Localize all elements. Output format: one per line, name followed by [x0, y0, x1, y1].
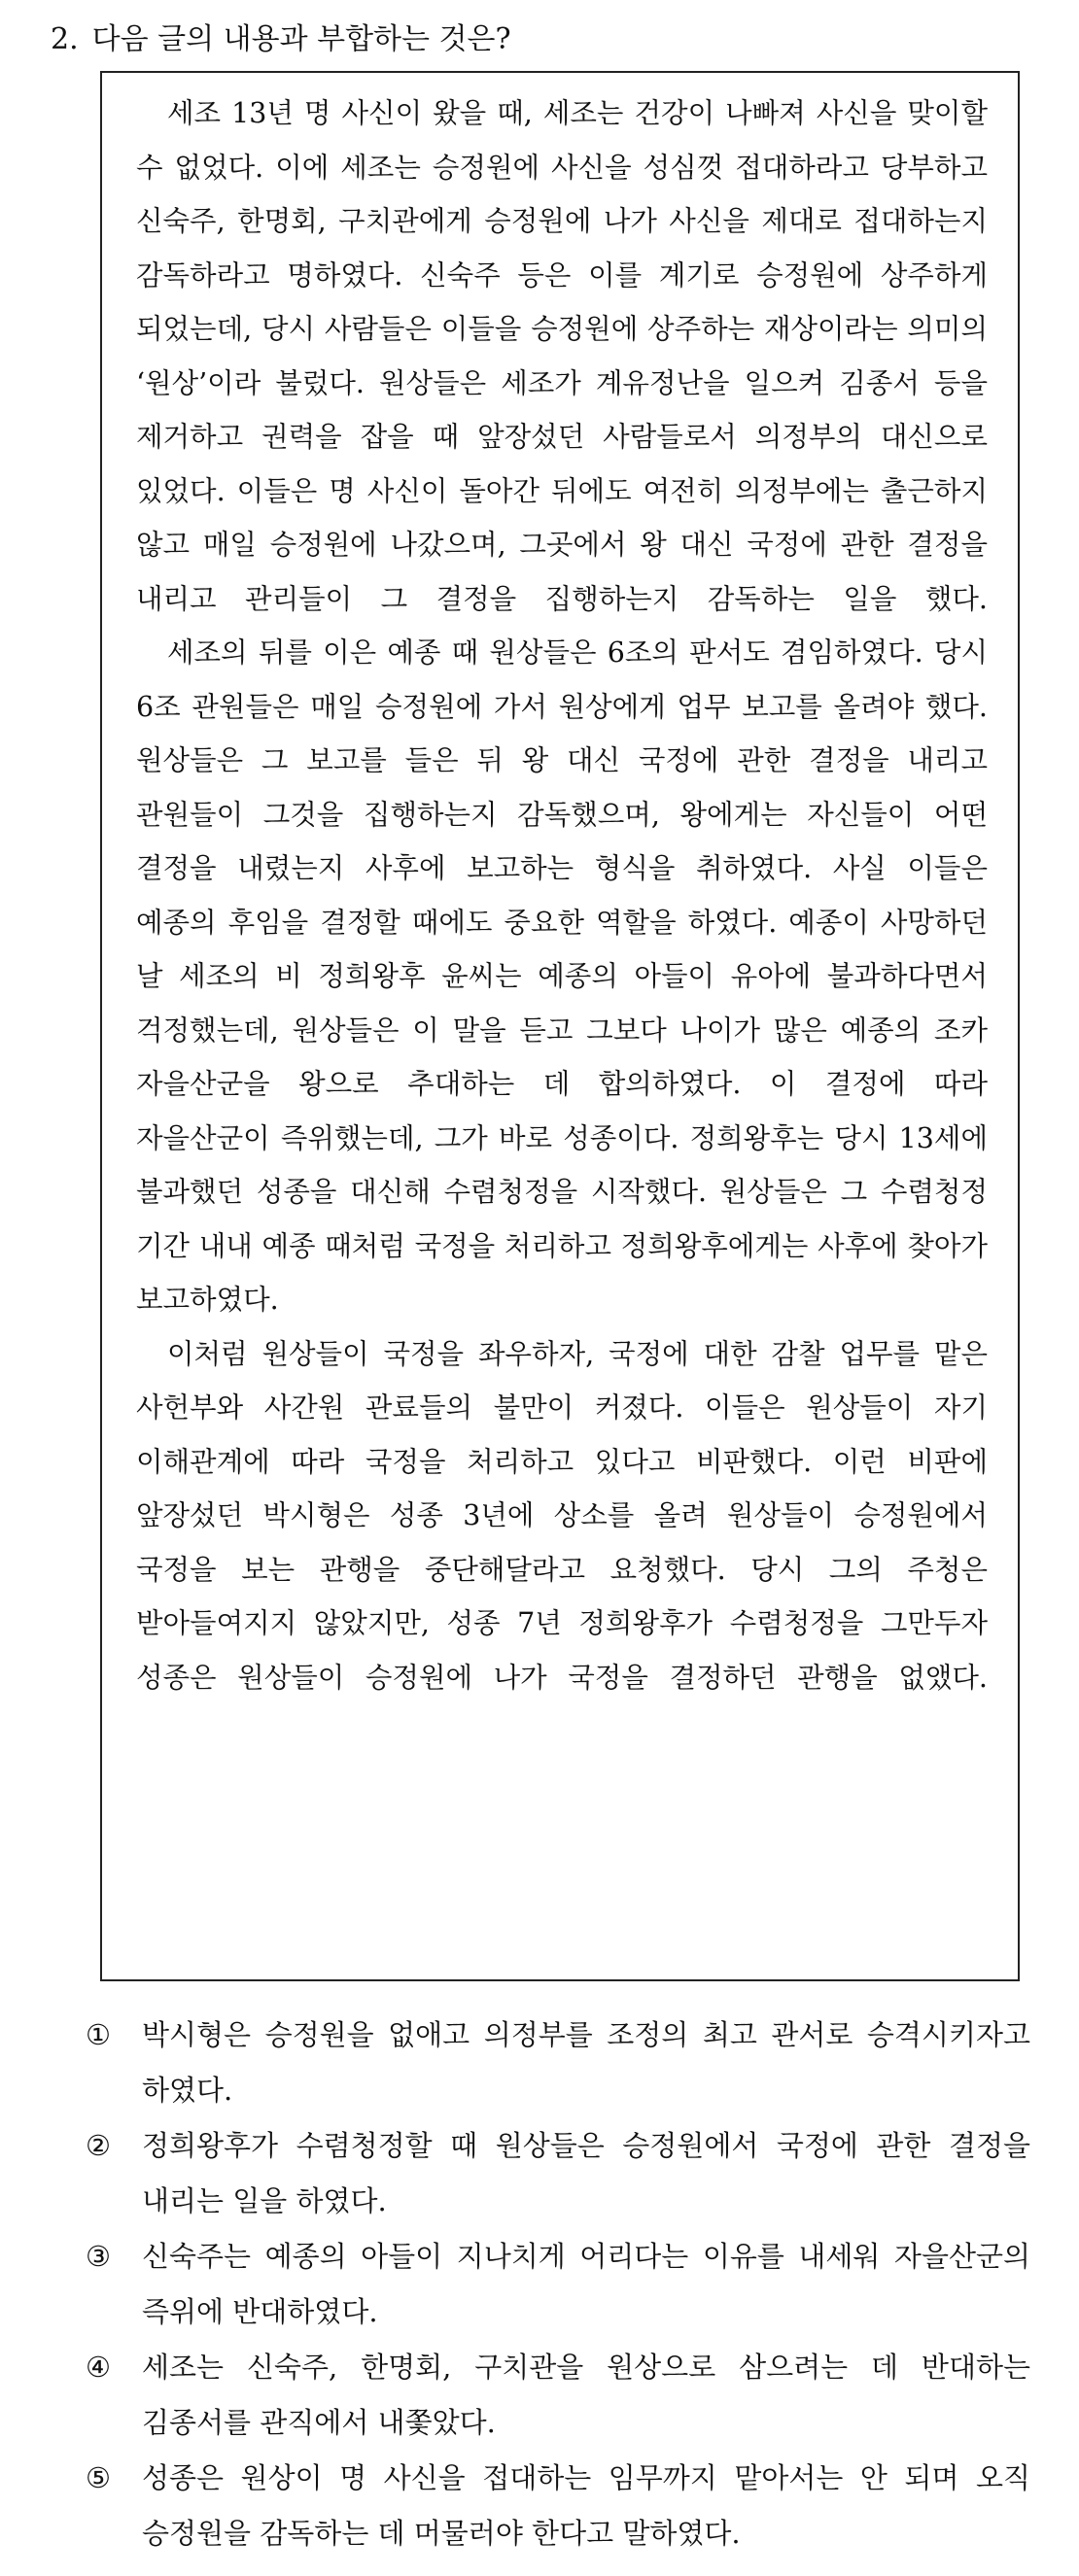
- choice-2[interactable]: [86, 2118, 1030, 2229]
- choice-4-marker: ④: [86, 2351, 111, 2384]
- choice-1[interactable]: [86, 2008, 1030, 2118]
- passage-paragraph-2: 세조의 뒤를 이은 예종 때 원상들은 6조의 판서도 겸임하였다. 당시 6조 관원들은 매일 승정원에 가서 원상에게 업무 보고를 올려야 했다. 원상들은 그 보고를 들은 뒤 왕 대신 국정에 관한 결정을 내리고 관원들이 그것을 집행하는지 감독했으며, 왕에게는 자신들이 어떤 결정을 내렸는지 사후에 보고하는 형식을 취하였다. 사실 이들은 예종의 후임을 결정할 때에도 중요한 역할을 하였다. 예종이 사망하던 날 세조의 비 정희왕후 윤씨는 예종의 아들이 유아에 불과하다면서 걱정했는데, 원상들은 이 말을 듣고 그보다 나이가 많은 예종의 조카 자을산군을 왕으로 추대하는 데 합의하였다. 이 결정에 따라 자을산군이 즉위했는데, 그가 바로 성종이다. 정희왕후는 당시 13세에 불과했던 성종을 대신해 수렴청정을 시작했다. 원상들은 그 수렴청정 기간 내내 예종 때처럼 국정을 처리하고 정희왕후에게는 사후에 찾아가 보고하였다.: [136, 636, 988, 1316]
- choice-5-marker: ⑤: [86, 2461, 111, 2494]
- choice-5[interactable]: [86, 2451, 1030, 2561]
- question-header: [51, 14, 511, 66]
- choice-3[interactable]: [86, 2229, 1030, 2340]
- choice-2-marker: ②: [86, 2129, 111, 2162]
- choice-4-text: 세조는 신숙주, 한명회, 구치관을 원상으로 삼으려는 데 반대하는 김종서를 관직에서 내쫓았다.: [142, 2351, 1030, 2439]
- choice-2-text: 정희왕후가 수렴청정할 때 원상들은 승정원에서 국정에 관한 결정을 내리는 일을 하였다.: [142, 2129, 1030, 2217]
- choice-3-marker: ③: [86, 2240, 111, 2273]
- answer-choices: [86, 2008, 1030, 2561]
- choice-5-text: 성종은 원상이 명 사신을 접대하는 임무까지 맡아서는 안 되며 오직 승정원을 감독하는 데 머물러야 한다고 말하였다.: [142, 2461, 1030, 2550]
- passage-paragraph-1: 세조 13년 명 사신이 왔을 때, 세조는 건강이 나빠져 사신을 맞이할 수 없었다. 이에 세조는 승정원에 사신을 성심껏 접대하라고 당부하고 신숙주, 한명회, 구치관에게 승정원에 나가 사신을 제대로 접대하는지 감독하라고 명하였다. 신숙주 등은 이를 계기로 승정원에 상주하게 되었는데, 당시 사람들은 이들을 승정원에 상주하는 재상이라는 의미의 ‘원상’이라 불렀다. 원상들은 세조가 계유정난을 일으켜 김종서 등을 제거하고 권력을 잡을 때 앞장섰던 사람들로서 의정부의 대신으로 있었다. 이들은 명 사신이 돌아간 뒤에도 여전히 의정부에는 출근하지 않고 매일 승정원에 나갔으며, 그곳에서 왕 대신 국정에 관한 결정을 내리고 관리들이 그 결정을 집행하는지 감독하는 일을 했다.: [136, 97, 988, 615]
- choice-1-marker: ①: [86, 2018, 111, 2051]
- choice-1-text: 박시형은 승정원을 없애고 의정부를 조정의 최고 관서로 승격시키자고 하였다.: [142, 2018, 1030, 2107]
- passage-box: [100, 71, 1020, 1981]
- passage-paragraph-3: 이처럼 원상들이 국정을 좌우하자, 국정에 대한 감찰 업무를 맡은 사헌부와 사간원 관료들의 불만이 커졌다. 이들은 원상들이 자기 이해관계에 따라 국정을 처리하고 있다고 비판했다. 이런 비판에 앞장섰던 박시형은 성종 3년에 상소를 올려 원상들이 승정원에서 국정을 보는 관행을 중단해달라고 요청했다. 당시 그의 주청은 받아들여지지 않았지만, 성종 7년 정희왕후가 수렴청정을 그만두자 성종은 원상들이 승정원에 나가 국정을 결정하던 관행을 없앴다.: [136, 1337, 988, 1694]
- question-number: 2.: [51, 22, 79, 56]
- question-prompt: 다음 글의 내용과 부합하는 것은?: [91, 22, 511, 56]
- passage-text: [136, 86, 988, 1704]
- choice-4[interactable]: [86, 2340, 1030, 2451]
- choice-3-text: 신숙주는 예종의 아들이 지나치게 어리다는 이유를 내세워 자을산군의 즉위에 반대하였다.: [142, 2240, 1030, 2328]
